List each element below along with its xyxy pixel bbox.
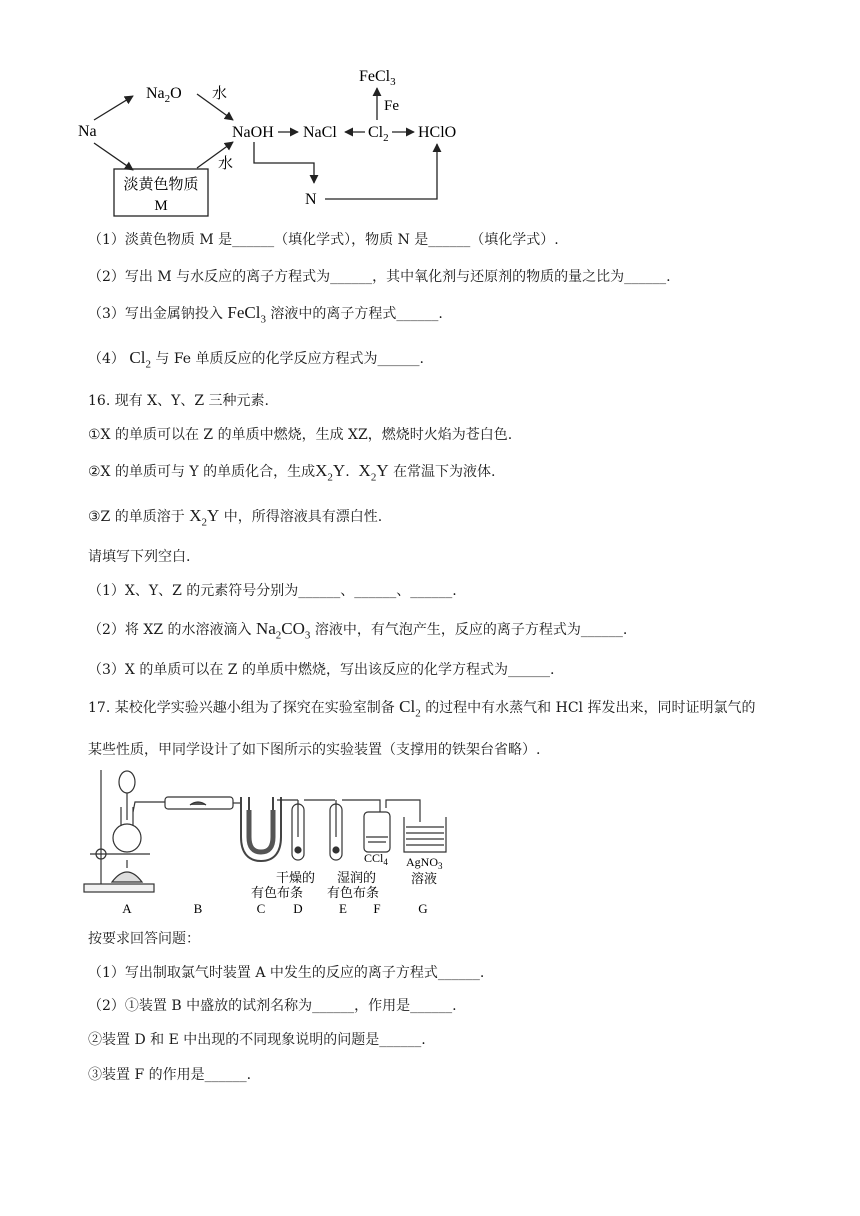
q17-part2: （2）①装置 B 中盛放的试剂名称为______，作用是______. — [88, 998, 457, 1014]
n-label: N — [305, 191, 317, 208]
q17-line2: 某些性质，甲同学设计了如下图所示的实验装置（支撑用的铁架台省略）. — [88, 742, 541, 758]
q16-instruction: 请填写下列空白. — [88, 549, 191, 565]
sodium-reaction-diagram — [0, 0, 860, 225]
bottle-f — [364, 812, 390, 852]
round-bottom-flask — [113, 824, 141, 852]
q16-part1: （1）X、Y、Z 的元素符号分别为______、______、______. — [88, 583, 457, 599]
box-line1: 淡黄色物质 — [123, 175, 199, 193]
arrow-na-to-na2o — [94, 96, 133, 120]
label-c: C — [256, 901, 266, 916]
q16-part2: （2）将 XZ 的水溶液滴入 $Na_2CO_3$ 溶液中，有气泡产生，反应的离子方程式为______. — [88, 619, 628, 642]
cl2-label: $Cl_2$ — [368, 124, 389, 144]
formula-x2y: $X_2Y$ — [315, 461, 346, 484]
q15-part4: （4） $Cl_2$ 与 Fe 单质反应的化学反应方程式为______. — [88, 348, 424, 371]
formula-x2y-3: $X_2Y$ — [189, 506, 220, 529]
label-f: F — [373, 901, 381, 916]
water-bottom-label: 水 — [218, 154, 234, 172]
label-g: G — [418, 901, 428, 916]
nacl-label: NaCl — [303, 124, 337, 141]
loop-naoh-to-n — [254, 142, 314, 183]
arrow-na-to-m — [94, 143, 133, 170]
label-a: A — [122, 901, 132, 916]
q16-title: 16. 现有 X、Y、Z 三种元素. — [88, 393, 270, 409]
formula-cl2: $Cl_2$ — [129, 348, 151, 371]
alcohol-lamp — [112, 872, 142, 882]
q15-part1: （1）淡黄色物质 M 是______（填化学式），物质 N 是______（填化学式）. — [88, 232, 559, 248]
g-note-line1: AgNO$_3$ — [406, 855, 443, 871]
q17-line1: 17. 某校化学实验兴趣小组为了探究在实验室制备 $Cl_2$ 的过程中有水蒸气和 HCl 挥发出来，同时证明氯气的 — [88, 697, 756, 720]
label-e: E — [339, 901, 347, 916]
water-top-label: 水 — [212, 84, 228, 102]
formula-cl2-q17: $Cl_2$ — [399, 697, 421, 720]
q17-part1: （1）写出制取氯气时装置 A 中发生的反应的离子方程式______. — [88, 965, 485, 981]
na-label: Na — [78, 123, 97, 140]
q15-part3: （3）写出金属钠投入 FeCl$_3$ 溶液中的离子方程式______. — [88, 303, 443, 326]
e-note-line1: 湿润的 — [337, 871, 377, 886]
q16-statement2: ②X 的单质可与 Y 的单质化合，生成$X_2Y$. $X_2Y$ 在常温下为液体. — [88, 461, 496, 484]
label-d: D — [293, 901, 303, 916]
q17-part2b: ②装置 D 和 E 中出现的不同现象说明的问题是______. — [88, 1032, 426, 1048]
q16-statement3: ③Z 的单质溶于 $X_2Y$ 中，所得溶液具有漂白性. — [88, 506, 383, 529]
box-line2: M — [154, 198, 168, 214]
naoh-label: NaOH — [232, 124, 274, 141]
e-note-line2: 有色布条 — [327, 886, 380, 901]
d-note-line2: 有色布条 — [251, 886, 304, 901]
apparatus-diagram — [0, 762, 860, 922]
d-note-line1: 干燥的 — [276, 871, 316, 886]
q15-part2: （2）写出 M 与水反应的离子方程式为______，其中氧化剂与还原剂的物质的量之比为______. — [88, 269, 671, 285]
q16-part3: （3）X 的单质可以在 Z 的单质中燃烧，写出该反应的化学方程式为______. — [88, 662, 555, 678]
formula-na2co3: $Na_2CO_3$ — [255, 619, 311, 642]
hclo-label: HClO — [418, 124, 457, 141]
g-note-line2: 溶液 — [411, 872, 438, 887]
q16-statement1: ①X 的单质可以在 Z 的单质中燃烧，生成 XZ，燃烧时火焰为苍白色. — [88, 427, 513, 443]
q17-answer-prompt: 按要求回答问题： — [88, 931, 200, 947]
loop-n-to-hclo — [325, 144, 437, 199]
formula-fecl3: FeCl$_3$ — [227, 303, 266, 326]
fecl3-label: FeCl$_3$ — [359, 68, 396, 88]
fe-label: Fe — [384, 98, 399, 114]
separatory-funnel — [119, 771, 135, 793]
formula-x2y-2: $X_2Y$ — [358, 461, 389, 484]
label-b: B — [193, 901, 203, 916]
na2o-label: $Na_2O$ — [146, 85, 182, 105]
beaker-g — [404, 817, 446, 852]
q17-part2c: ③装置 F 的作用是______. — [88, 1067, 252, 1083]
stand-base — [84, 884, 154, 892]
f-note: CCl$_4$ — [364, 851, 388, 867]
